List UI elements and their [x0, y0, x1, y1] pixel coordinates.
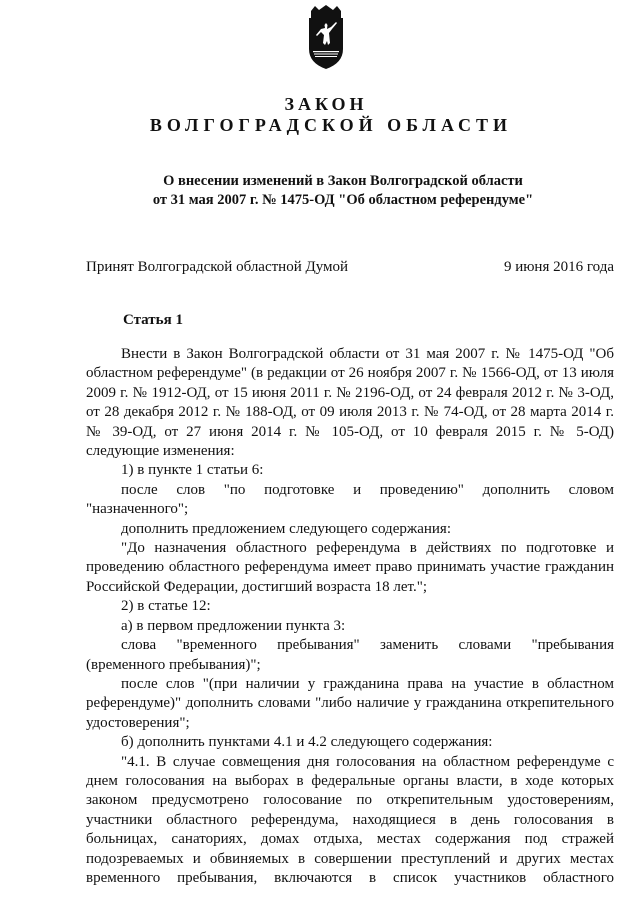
subject-line-1: О внесении изменений в Закон Волгоградской области [163, 173, 523, 189]
article-paragraph: б) дополнить пунктами 4.1 и 4.2 следующего содержания: [121, 734, 493, 751]
coat-of-arms-icon [303, 5, 349, 71]
adoption-date: 9 июня 2016 года [503, 259, 614, 275]
article-paragraph: дополнить предложением следующего содержания: [121, 520, 451, 537]
article-paragraph: "4.1. В случае совмещения дня голосования на областном референдуме с днем голосования на выборах в федеральные органы власти, в ходе которых законом предусмотрено голосование по открепительным удостоверениям, участники областного референдума, находящиеся в день голосования в больницах, санаториях, домах отдыха, местах содержания под стражей подозреваемых и обвиняемых в совершении преступлений и других местах временного пребывания, включаются в список участников областного [86, 753, 614, 886]
article-paragraph: Внести в Закон Волгоградской области от 31 мая 2007 г. № 1475-ОД "Об областном референдуме" (в редакции от 26 ноября 2007 г. № 1566-ОД, от 13 июля 2009 г. № 1912-ОД, от 15 июня 2011 г. № 2196-ОД, от 24 февраля 2012 г. № 3-ОД, от 28 декабря 2012 г. № 188-ОД, от 09 июля 2013 г. № 74-ОД, от 28 марта 2014 г. № 39-ОД, от 27 июня 2014 г. № 105-ОД, от 10 февраля 2015 г. № 5-ОД) следующие изменения: [86, 346, 614, 460]
article-paragraph: 1) в пункте 1 статьи 6: [121, 462, 264, 479]
subject-line-2: от 31 мая 2007 г. № 1475-ОД "Об областном референдуме" [152, 192, 534, 208]
region-title: ВОЛГОГРАДСКОЙ ОБЛАСТИ [149, 115, 513, 135]
article-paragraph: после слов "(при наличии у гражданина права на участие в областном референдуме)" дополнить словами "либо наличие у гражданина открепительного удостоверения"; [86, 675, 614, 731]
article-paragraph: "До назначения областного референдума в действиях по подготовке и проведению областного референдума имеет право принимать участие гражданин Российской Федерации, достигший возраста 18 лет."; [86, 540, 614, 595]
article-heading: Статья 1 [123, 312, 183, 328]
article-paragraph: а) в первом предложении пункта 3: [121, 617, 346, 634]
article-paragraph: 2) в статье 12: [121, 598, 211, 615]
law-subject [0, 172, 640, 210]
law-title: ЗАКОН [284, 94, 368, 114]
article-paragraph: после слов "по подготовке и проведению" дополнить словом "назначенного"; [86, 481, 614, 518]
article-body [86, 345, 614, 888]
article-paragraph: слова "временного пребывания" заменить словами "пребывания (временного пребывания)"; [86, 637, 614, 673]
adopted-by: Принят Волгоградской областной Думой [86, 259, 349, 275]
